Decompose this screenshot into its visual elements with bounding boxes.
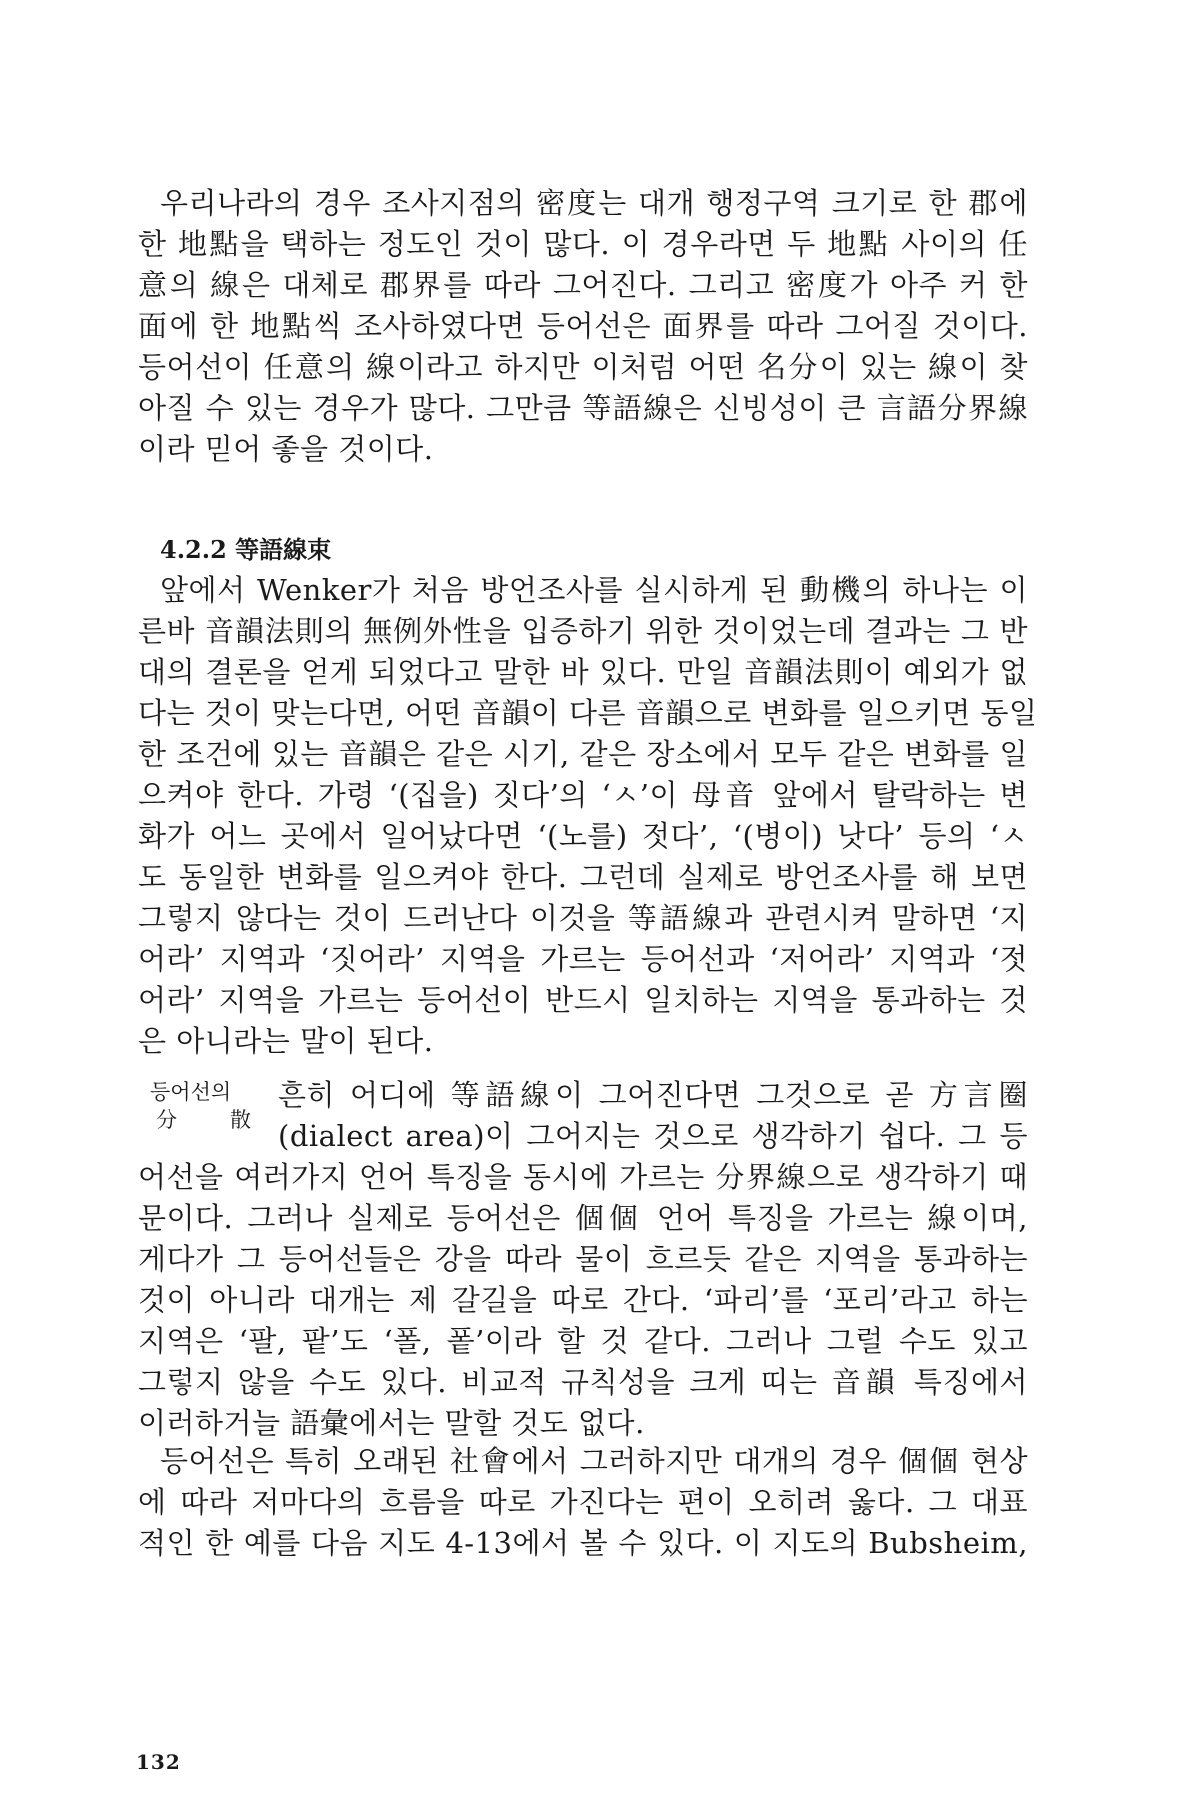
paragraph-line: 화가 어느 곳에서 일어났다면 ‘(노를) 젓다’, ‘(병이) 낫다’ 등의 ‘ㅅ (138, 819, 1028, 853)
paragraph-line: 등어선은 특히 오래된 社會에서 그러하지만 대개의 경우 個個 현상 (160, 1444, 1028, 1478)
page-number: 132 (136, 1750, 181, 1774)
paragraph-line: 이러하거늘 語彙에서는 말할 것도 없다. (138, 1406, 645, 1440)
paragraph-line: 우리나라의 경우 조사지점의 密度는 대개 행정구역 크기로 한 郡에 (160, 186, 1028, 220)
paragraph-4 (138, 1441, 1028, 1564)
paragraph-line: 그렇지 않을 수도 있다. 비교적 규칙성을 크게 띠는 音韻 특징에서 (138, 1365, 1028, 1399)
paragraph-line: 이라 믿어 좋을 것이다. (138, 432, 434, 466)
paragraph-line: 게다가 그 등어선들은 강을 따라 물이 흐르듯 같은 지역을 통과하는 (138, 1242, 1028, 1276)
paragraph-line: 意의 線은 대체로 郡界를 따라 그어진다. 그리고 密度가 아주 커 한 (138, 268, 1028, 302)
paragraph-line: 그렇지 않다는 것이 드러난다 이것을 等語線과 관련시켜 말하면 ‘지 (138, 901, 1028, 935)
paragraph-line: (dialect area)이 그어지는 것으로 생각하기 쉽다. 그 등 (278, 1119, 1028, 1153)
paragraph-2 (138, 570, 1038, 1062)
paragraph-line: 지역은 ‘팔, 팥’도 ‘폴, 퐅’이라 할 것 같다. 그러나 그럴 수도 있고 (138, 1324, 1028, 1358)
paragraph-line: 한 조건에 있는 音韻은 같은 시기, 같은 장소에서 모두 같은 변화를 일 (138, 737, 1028, 771)
paragraph-1 (138, 183, 1028, 470)
paragraph-line: 다는 것이 맞는다면, 어떤 音韻이 다른 音韻으로 변화를 일으키면 동일 (138, 696, 1038, 730)
paragraph-line: 른바 音韻法則의 無例外性을 입증하기 위한 것이었는데 결과는 그 반 (138, 614, 1028, 648)
paragraph-line: 적인 한 예를 다음 지도 4-13에서 볼 수 있다. 이 지도의 Bubsheim, (138, 1526, 1028, 1560)
paragraph-line: 등어선이 任意의 線이라고 하지만 이처럼 어떤 名分이 있는 線이 찾 (138, 350, 1028, 384)
paragraph-line: 문이다. 그러나 실제로 등어선은 個個 언어 특징을 가르는 線이며, (138, 1201, 1028, 1235)
paragraph-line: 것이 아니라 대개는 제 갈길을 따로 간다. ‘파리’를 ‘포리’라고 하는 (138, 1283, 1028, 1317)
margin-note-char: 散 (230, 1108, 251, 1132)
paragraph-line: 흔히 어디에 等語線이 그어진다면 그것으로 곧 方言圈 (278, 1078, 1028, 1112)
paragraph-line: 대의 결론을 얻게 되었다고 말한 바 있다. 만일 音韻法則이 예외가 없 (138, 655, 1028, 689)
paragraph-line: 앞에서 Wenker가 처음 방언조사를 실시하게 된 動機의 하나는 이 (160, 573, 1028, 607)
paragraph-line: 도 동일한 변화를 일으켜야 한다. 그런데 실제로 방언조사를 해 보면 (138, 860, 1028, 894)
paragraph-line: 面에 한 地點씩 조사하였다면 등어선은 面界를 따라 그어질 것이다. (138, 309, 1028, 343)
paragraph-3 (138, 1075, 1028, 1444)
paragraph-line: 에 따라 저마다의 흐름을 따로 가진다는 편이 오히려 옳다. 그 대표 (138, 1485, 1028, 1519)
section-heading: 4.2.2 等語線束 (160, 535, 332, 564)
margin-note-title: 등어선의 (150, 1080, 232, 1104)
paragraph-line: 어라’ 지역과 ‘짓어라’ 지역을 가르는 등어선과 ‘저어라’ 지역과 ‘젓 (138, 942, 1028, 976)
paragraph-line: 한 地點을 택하는 정도인 것이 많다. 이 경우라면 두 地點 사이의 任 (138, 227, 1028, 261)
paragraph-line: 어선을 여러가지 언어 특징을 동시에 가르는 分界線으로 생각하기 때 (138, 1160, 1028, 1194)
paragraph-line: 어라’ 지역을 가르는 등어선이 반드시 일치하는 지역을 통과하는 것 (138, 983, 1028, 1017)
margin-note-char: 分 (156, 1108, 177, 1132)
paragraph-line: 은 아니라는 말이 된다. (138, 1024, 434, 1058)
paragraph-line: 아질 수 있는 경우가 많다. 그만큼 等語線은 신빙성이 큰 言語分界線 (138, 391, 1028, 425)
paragraph-line: 으켜야 한다. 가령 ‘(집을) 짓다’의 ‘ㅅ’이 母音 앞에서 탈락하는 변 (138, 778, 1028, 812)
